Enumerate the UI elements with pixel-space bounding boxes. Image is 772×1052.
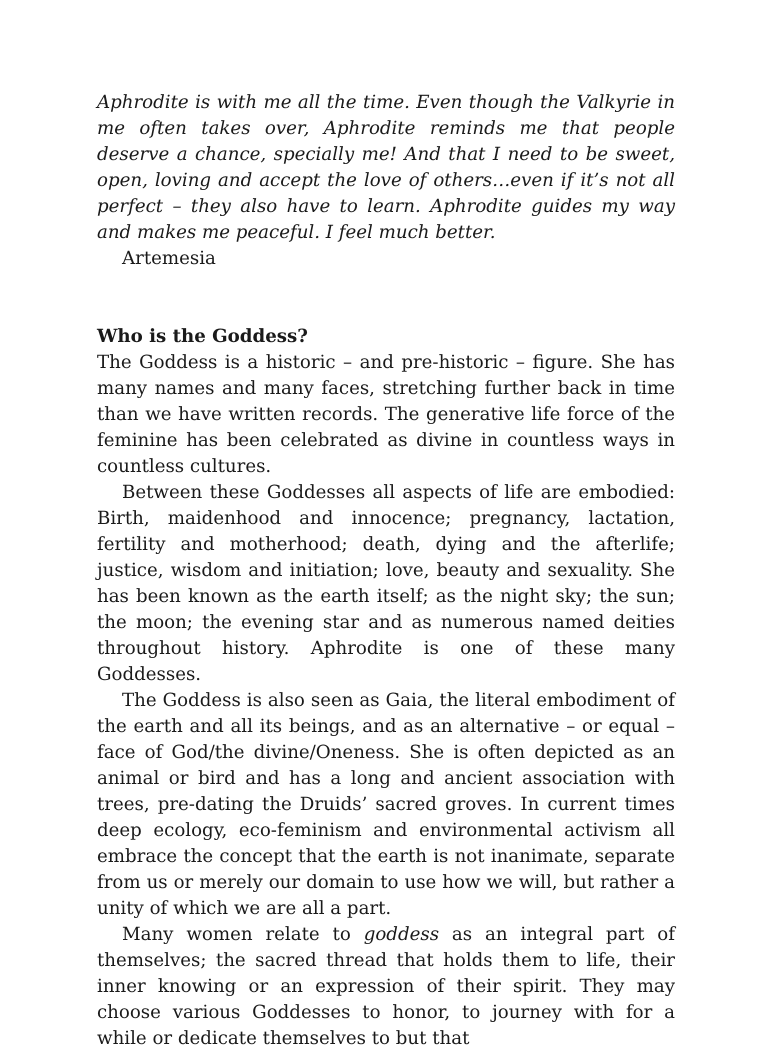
body-paragraph: The Goddess is also seen as Gaia, the literal embodiment of the earth and all its beings, and as an alternative – or equal – face of God/the divine/Oneness. She is often depicted as an animal or bird and has a long and ancient association with trees, pre-dating the Druids’ sacred groves. In current times deep ecology, eco-feminism and environmental activism all embrace the concept that the earth is not inanimate, separate from us or merely our domain to use how we will, but rather a unity of which we are all a part. — [97, 690, 675, 919]
emphasized-word: goddess — [363, 924, 440, 945]
paragraph-text-start: Many women relate to — [122, 924, 364, 945]
quote-attribution: Artemesia — [122, 248, 216, 269]
body-paragraph-last — [97, 922, 675, 1052]
body-paragraph: The Goddess is a historic – and pre-historic – figure. She has many names and many faces, stretching further back in time than we have written records. The generative life force of the feminine has been celebrated as divine in countless ways in countless cultures. — [97, 352, 675, 477]
book-page — [97, 90, 675, 1052]
testimonial-quote: Aphrodite is with me all the time. Even though the Valkyrie in me often takes over, Aphrodite reminds me that people deserve a chance, specially me! And that I need to be sweet, open, loving and accept the love of others…even if it’s not all perfect – they also have to learn. Aphrodite guides my way and makes me peaceful. I feel much better. — [97, 92, 675, 243]
section-heading: Who is the Goddess? — [97, 326, 308, 347]
paragraph-text-end: as an integral part of themselves; the sacred thread that holds them to life, their inner knowing or an expression of their spirit. They may choose various Goddesses to honor, to journey with for a while or dedicate themselves to but that — [97, 924, 675, 1049]
body-paragraph: Between these Goddesses all aspects of life are embodied: Birth, maidenhood and innocence; pregnancy, lactation, fertility and motherhood; death, dying and the afterlife; justice, wisdom and initiation; love, beauty and sexuality. She has been known as the earth itself; as the night sky; the sun; the moon; the evening star and as numerous named deities throughout history. Aphrodite is one of these many Goddesses. — [97, 482, 675, 685]
